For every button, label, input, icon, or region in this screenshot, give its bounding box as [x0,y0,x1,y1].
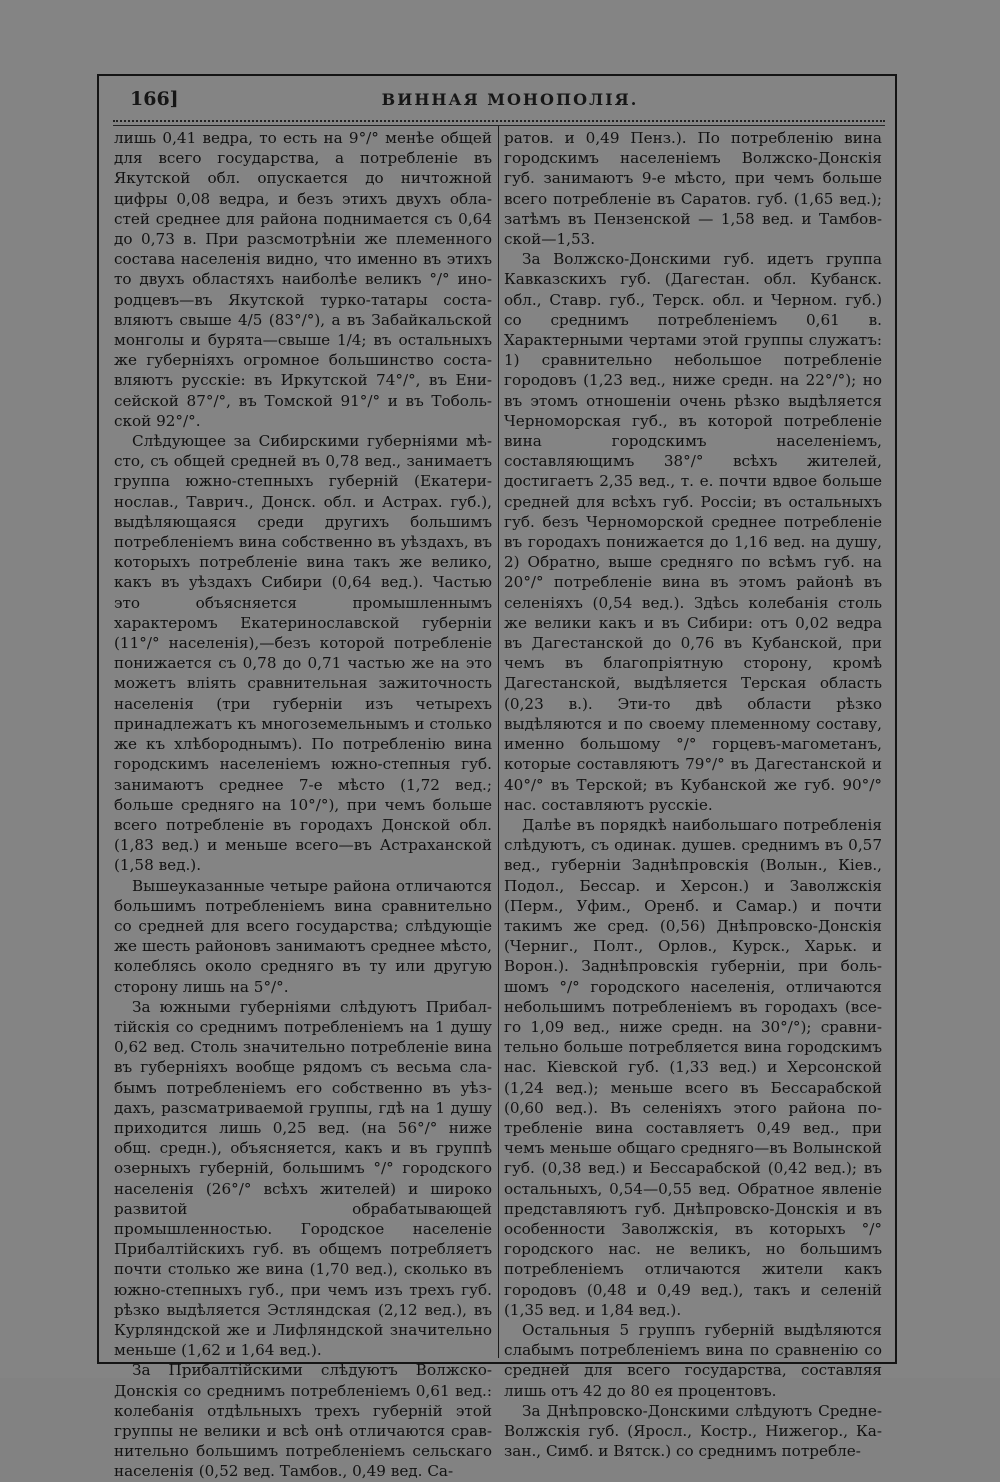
paragraph: Далѣе въ порядкѣ наибольшаго потребленія слѣдуютъ, съ одинак. душев. среднимъ въ 0,57 вед., губерніи Заднѣпровскія (Волын., Кіев., Подол., Бессар. и Херсон.) и Заволжскія (Перм., Уфим., Оренб. и Самар.) и почти такимъ же сред. (0,56) Днѣпровско-Донскія (Черниг., Полт., Орлов., Курск., Харьк. и Ворон.). Заднѣпровскія губерніи, при большомъ °/° городского населенія, отличаются небольшимъ потребленіемъ въ городахъ (всего 1,09 вед., ниже средн. на 30°/°); сравнительно больше потребляется вина городскимъ нас. Кіевской губ. (1,33 вед.) и Херсонской (1,24 вед.); меньше всего въ Бессарабской (0,60 вед.). Въ селеніяхъ этого района потребленіе вина составляетъ 0,49 вед., при чемъ меньше общаго средняго—въ Волынской губ. (0,38 вед.) и Бессарабской (0,42 вед.); въ остальныхъ, 0,54—0,55 вед. Обратное явленіе представляютъ губ. Днѣпровско-Донскія и въ особенности Заволжскія, въ которыхъ °/° городского нас. не великъ, но большимъ потребленіемъ отличаются жители какъ городовъ (0,48 и 0,49 вед.), такъ и селеній (1,35 вед. и 1,84 вед.). [504,815,882,1319]
paragraph: За южными губерніями слѣдуютъ Прибалтійскія со среднимъ потребленіемъ на 1 душу 0,62 вед. Столь значительно потребленіе вина въ губерніяхъ вообще рядомъ съ весьма слабымъ потребленіемъ его собственно въ уѣздахъ, разсматриваемой группы, гдѣ на 1 душу приходится лишь 0,25 вед. (на 56°/° ниже общ. средн.), объясняется, какъ и въ группѣ озерныхъ губерній, большимъ °/° городского населенія (26°/° всѣхъ жителей) и широко развитой обрабатывающей промышленностью. Городское населеніе Прибалтійскихъ губ. въ общемъ потребляетъ почти столько же вина (1,70 вед.), сколько въ южно-степныхъ губ., при чемъ изъ трехъ губ. рѣзко выдѣляется Эстляндская (2,12 вед.), въ Курляндской же и Лифляндской значительно меньше (1,62 и 1,64 вед.). [114,997,492,1360]
left-column [114,128,492,1481]
page-header [130,88,890,114]
column-divider [498,126,499,1358]
paragraph: За Прибалтійскими слѣдуютъ Волжско-Донскія со среднимъ потребленіемъ 0,61 вед.: колебанія отдѣльныхъ трехъ губерній этой группы не велики и всѣ онѣ отличаются сравнительно большимъ потребленіемъ сельскаго населенія (0,52 вед. Тамбов., 0,49 вед. Са- [114,1361,492,1481]
page-number: 166] [130,88,179,110]
right-column [504,128,882,1461]
paragraph: лишь 0,41 ведра, то есть на 9°/° менѣе общей для всего государства, а потребленіе въ Якутской обл. опускается до ничтожной цифры 0,08 ведра, и безъ этихъ двухъ областей среднее для района поднимается съ 0,64 до 0,73 в. При разсмотрѣніи же племенного состава населенія видно, что именно въ этихъ то двухъ областяхъ наиболѣе великъ °/° инородцевъ—въ Якутской турко-татары составляютъ свыше 4/5 (83°/°), а въ Забайкальской монголы и бурята—свыше 1/4; въ остальныхъ же губерніяхъ огромное большинство составляютъ русскіе: въ Иркутской 74°/°, въ Енисейской 87°/°, въ Томской 91°/° и въ Тобольской 92°/°. [114,129,492,430]
paragraph: ратов. и 0,49 Пенз.). По потребленію вина городскимъ населеніемъ Волжско-Донскія губ. занимаютъ 9-е мѣсто, при чемъ больше всего потребленіе въ Саратов. губ. (1,65 вед.); затѣмъ въ Пензенской — 1,58 вед. и Тамбовской—1,53. [504,129,882,249]
paragraph: Остальныя 5 группъ губерній выдѣляются слабымъ потребленіемъ вина по сравненію со средней для всего государства, составляя лишь отъ 42 до 80 ея процентовъ. [504,1320,882,1400]
paragraph: Вышеуказанные четыре района отличаются большимъ потребленіемъ вина сравнительно со средней для всего государства; слѣдующіе же шесть районовъ занимаютъ среднее мѣсто, колеблясь около средняго въ ту или другую сторону лишь на 5°/°. [114,876,492,996]
paragraph: За Волжско-Донскими губ. идетъ группа Кавказскихъ губ. (Дагестан. обл. Кубанск. обл., Ставр. губ., Терск. обл. и Черном. губ.) со среднимъ потребленіемъ 0,61 в. Характерными чертами этой группы служатъ: 1) сравнительно небольшое потребленіе городовъ (1,23 вед., ниже средн. на 22°/°); но въ этомъ отношеніи очень рѣзко выдѣляется Черноморская губ., въ которой потребленіе вина городскимъ населеніемъ, составляющимъ 38°/° всѣхъ жителей, достигаетъ 2,35 вед., т. е. почти вдвое больше средней для всѣхъ губ. Россіи; въ остальныхъ губ. безъ Черноморской среднее потребленіе въ городахъ понижается до 1,16 вед. на душу, 2) Обратно, выше средняго по всѣмъ губ. на 20°/° потребленіе вина въ этомъ районѣ въ селеніяхъ (0,54 вед.). Здѣсь колебанія столь же велики какъ и въ Сибири: отъ 0,02 ведра въ Дагестанской до 0,76 въ Кубанской, при чемъ въ благопріятную сторону, кромѣ Дагестанской, выдѣляется Терская область (0,23 в.). Эти-то двѣ области рѣзко выдѣляются и по своему племенному составу, именно большому °/° горцевъ-магометанъ, которые составляютъ 79°/° въ Дагестанской и 40°/° въ Терской; въ Кубанской же губ. 90°/° нас. составляютъ русскіе. [504,250,882,814]
header-rule [113,120,885,126]
running-title: ВИННАЯ МОНОПОЛІЯ. [381,90,639,109]
paragraph: За Днѣпровско-Донскими слѣдуютъ Средне-Волжскія губ. (Яросл., Костр., Нижегор., Казан., Симб. и Вятск.) со среднимъ потребле- [504,1401,882,1461]
paragraph: Слѣдующее за Сибирскими губерніями мѣсто, съ общей средней въ 0,78 вед., занимаетъ группа южно-степныхъ губерній (Екатеринослав., Таврич., Донск. обл. и Астрах. губ.), выдѣляющаяся среди другихъ большимъ потребленіемъ вина собственно въ уѣздахъ, въ которыхъ потребленіе вина такъ же велико, какъ въ уѣздахъ Сибири (0,64 вед.). Частью это объясняется промышленнымъ характеромъ Екатеринославской губерніи (11°/° населенія),—безъ которой потребленіе понижается съ 0,78 до 0,71 частью же на это можетъ вліять сравнительная зажиточность населенія (три губерніи изъ четырехъ принадлежатъ къ многоземельнымъ и столько же къ хлѣбороднымъ). По потребленію вина городскимъ населеніемъ южно-степныя губ. занимаютъ среднее 7-е мѣсто (1,72 вед.; больше средняго на 10°/°), при чемъ больше всего потребленіе въ городахъ Донской обл. (1,83 вед.) и меньше всего—въ Астраханской (1,58 вед.). [114,432,492,875]
